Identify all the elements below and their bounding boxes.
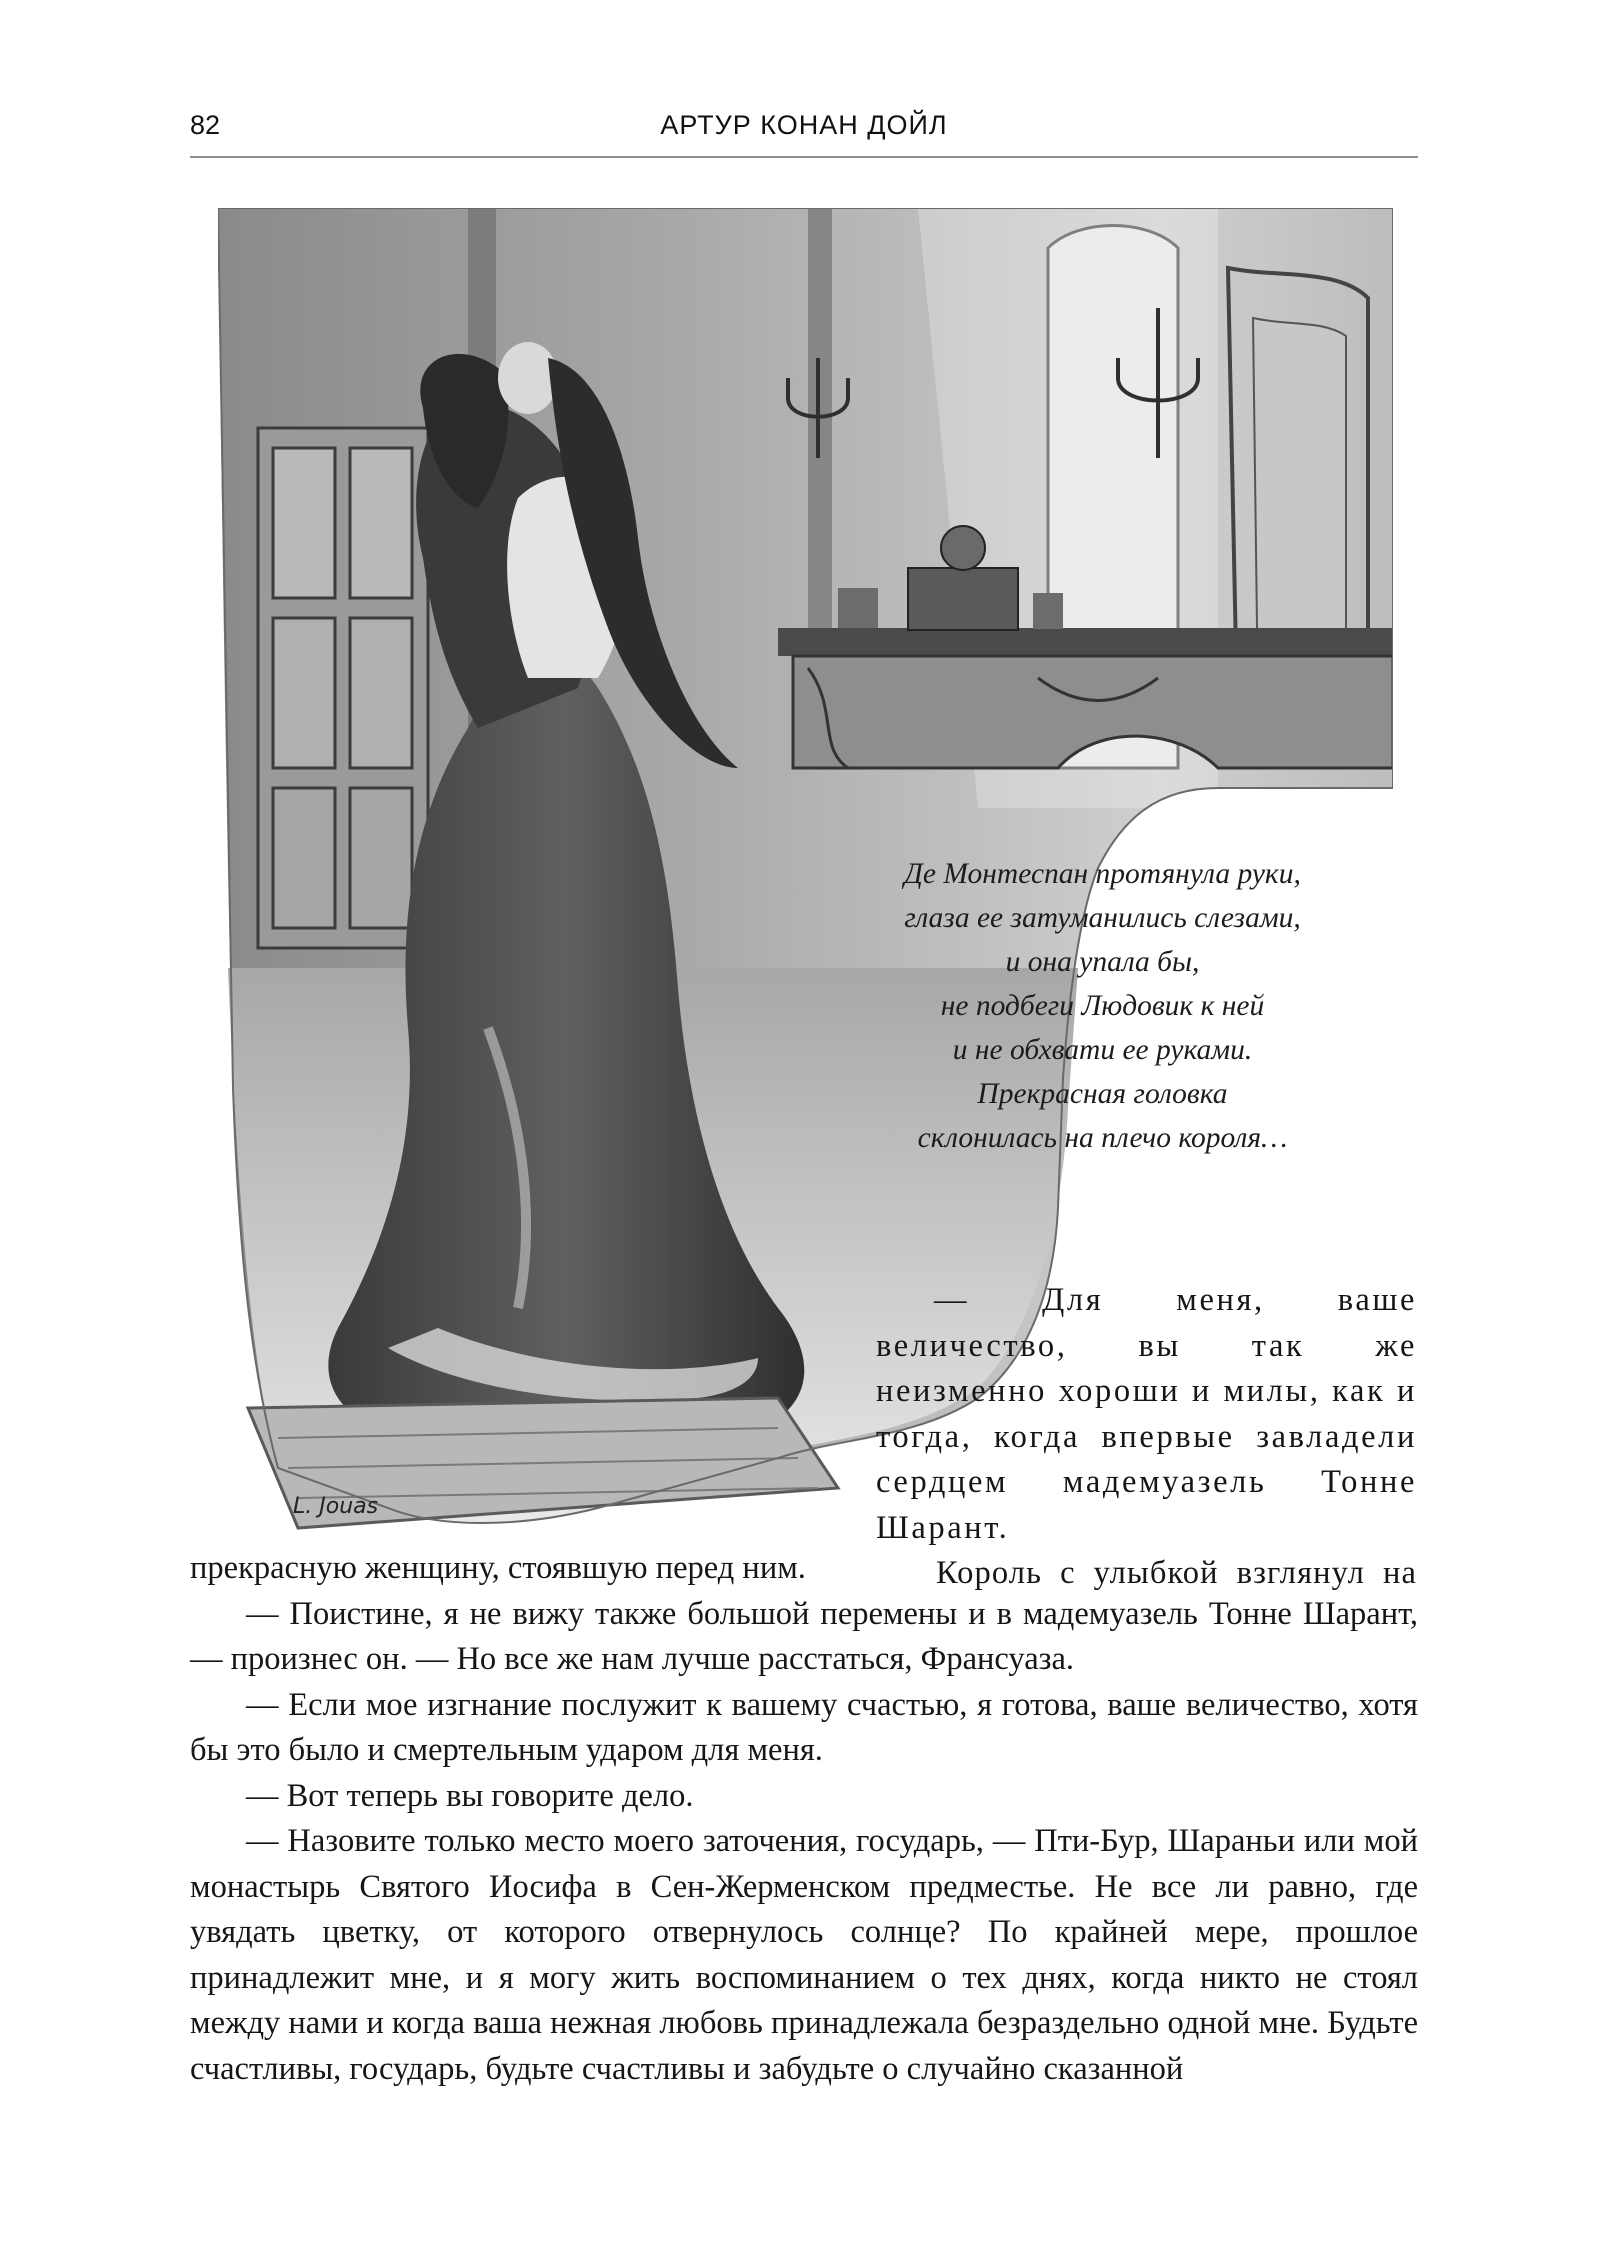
artist-signature: L. Jouas xyxy=(293,1494,379,1519)
illustration-caption xyxy=(865,852,1340,1160)
running-title: АРТУР КОНАН ДОЙЛ xyxy=(660,110,948,140)
caption-line: не подбеги Людовик к ней xyxy=(940,990,1265,1022)
fireplace xyxy=(778,628,1393,768)
caption-line: склонилась на плечо короля… xyxy=(917,1122,1288,1154)
caption-line: и она упала бы, xyxy=(1005,946,1200,978)
paragraph: — Если мое изгнание послужит к вашему счастью, я готова, ваше величество, хотя бы это было и смертельным ударом для меня. xyxy=(190,1686,1418,1768)
caption-line: Прекрасная головка xyxy=(977,1078,1228,1110)
door xyxy=(258,428,428,948)
paragraph: — Для меня, ваше величество, вы так же неизменно хороши и милы, как и тогда, когда впервые завладели сердцем мадемуазель Тонне Шарант. xyxy=(876,1282,1417,1546)
paragraph: — Вот теперь вы говорите дело. xyxy=(246,1777,694,1814)
caption-line: глаза ее затуманились слезами, xyxy=(904,902,1301,934)
page-header xyxy=(190,108,1418,154)
page-number: 82 xyxy=(190,110,221,140)
paragraph: — Назовите только место моего заточения, государь, — Пти-Бур, Шараньи или мой монастырь Святого Иосифа в Сен-Жерменском предместье. Не все ли равно, где увядать цветку, от которого отвернулось солнце? По крайней мере, прошлое принадлежит мне, и я могу жить воспоминанием о тех днях, когда никто не стоял между нами и когда ваша нежная любовь принадлежала безраздельно одной мне. Будьте счастливы, государь, будьте счастливы и забудьте о случайно сказанной xyxy=(190,1823,1418,2087)
header-rule xyxy=(190,156,1418,158)
main-text xyxy=(190,1546,1418,2092)
paragraph-continuation: прекрасную женщину, стоявшую перед ним. xyxy=(190,1550,806,1586)
paragraph: — Поистине, я не вижу также большой перемены и в мадемуазель Тонне Шарант, — произнес он. — Но все же нам лучше расстаться, Франсуаза. xyxy=(190,1595,1418,1677)
paragraph-start: Король с улыбкой взглянул на xyxy=(936,1555,1417,1591)
caption-line: Де Монтеспан протянула руки, xyxy=(904,858,1301,890)
caption-line: и не обхвати ее руками. xyxy=(952,1034,1253,1066)
lady-face xyxy=(498,342,558,414)
